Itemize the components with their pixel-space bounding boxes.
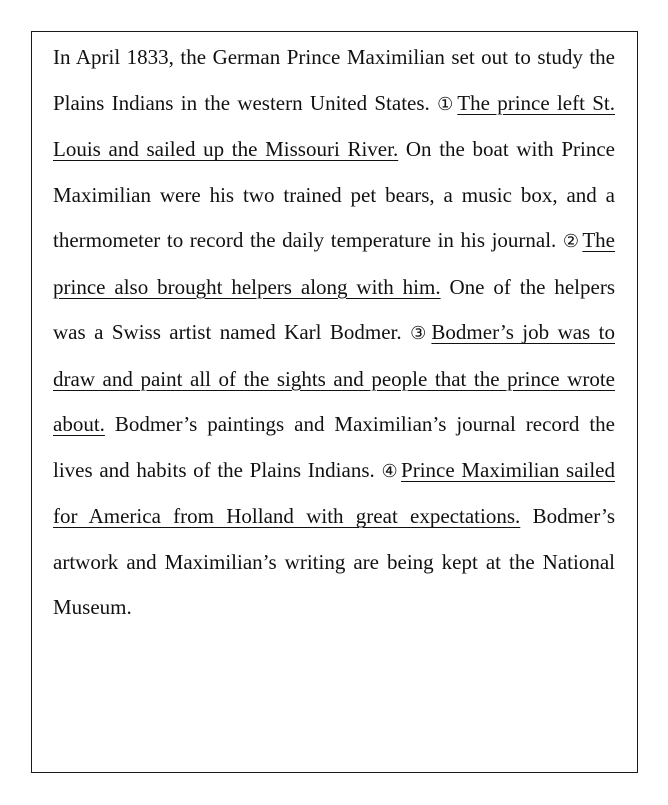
sentence-museum: Bodmer’s artwork and Maximilian’s writing are being kept at the National Museum. [53,504,616,619]
sentence-record: Bodmer’s paintings and Maximilian’s journal record the lives and habits of the Plains Indians. [53,412,615,482]
sentence-intro: In April 1833, the German Prince Maximilian set out to study the Plains Indians in the western United States. [53,45,615,115]
underlined-sentence-2: The prince also brought helpers along with him. [53,228,616,299]
marker-1: ① [437,93,456,115]
underlined-sentence-1: The prince left St. Louis and sailed up the Missouri River. [53,90,616,161]
marker-3: ③ [410,323,430,344]
sentence-boat: On the boat with Prince Maximilian were his two trained pet bears, a music box, and a thermometer to record the daily temperature in his journal. [53,137,615,252]
sentence-helpers: One of the helpers was a Swiss artist named Karl Bodmer. [53,274,615,344]
marker-2: ② [562,231,581,252]
underlined-sentence-3: Bodmer’s job was to draw and paint all of the sights and people that the prince wrote about. [53,320,615,436]
passage-text [53,35,615,631]
marker-4: ④ [381,460,400,482]
underlined-sentence-4: Prince Maximilian sailed for America from Holland with great expectations. [53,457,616,528]
